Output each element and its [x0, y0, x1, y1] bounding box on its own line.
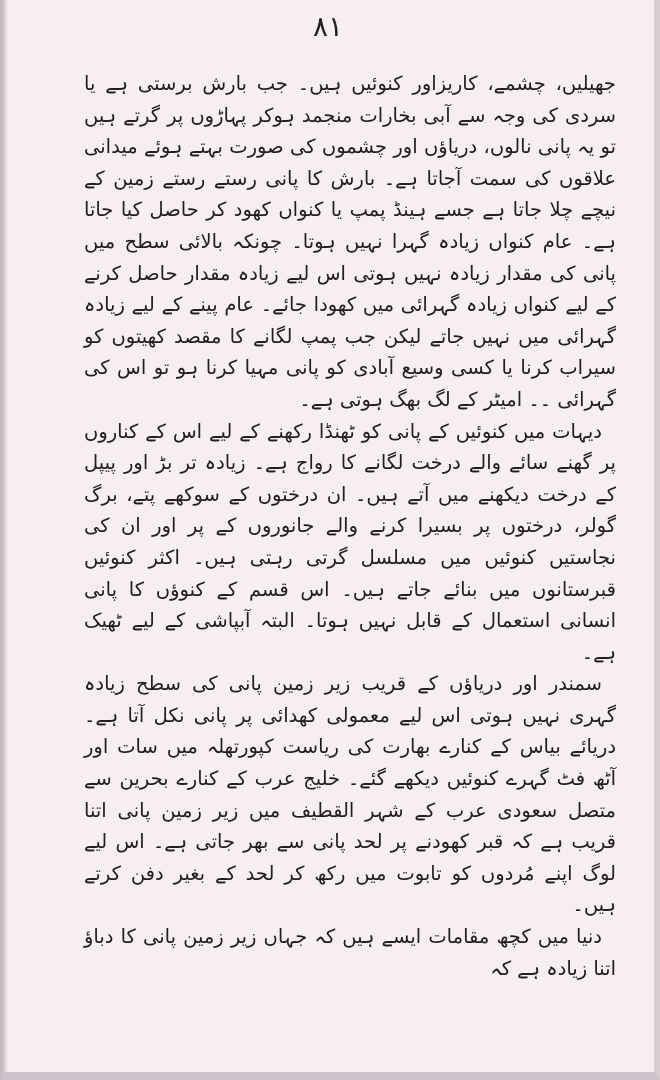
page-body-text	[84, 68, 616, 984]
paragraph-2: دیہات میں کنوئیں کے پانی کو ٹھنڈا رکھنے کے لیے اس کے کناروں پر گھنے سائے والے درخت لگانے کا رواج ہے۔ زیادہ تر بڑ اور پیپل کے درخت دیکھنے میں آتے ہیں۔ ان درختوں کے سوکھے پتے، برگ گولر، درختوں پر بسیرا کرنے والے جانوروں کے پر اور ان کی نجاستیں کنوئیں میں مسلسل گرتی رہتی ہیں۔ اکثر کنوئیں قبرستانوں میں بنائے جاتے ہیں۔ اس قسم کے کنوؤں کا پانی انسانی استعمال کے قابل نہیں ہوتا۔ البتہ آبپاشی کے لیے ٹھیک ہے۔	[84, 419, 616, 664]
paragraph-1: جھیلیں، چشمے، کاریزاور کنوئیں ہیں۔ جب بارش برستی ہے یا سردی کی وجہ سے آبی بخارات منجمد ہوکر پہاڑوں پر گرتے ہیں تو یہ پانی نالوں، دریاؤں اور چشموں کی صورت بہتے ہوئے میدانی علاقوں کی سمت آجاتا ہے۔ بارش کا پانی رستے رستے زمین کے نیچے چلا جاتا ہے جسے ہینڈ پمپ یا کنواں کھود کر حاصل کیا جاتا ہے۔ عام کنواں زیادہ گہرا نہیں ہوتا۔ چونکہ بالائی سطح میں پانی کی مقدار زیادہ نہیں ہوتی اس لیے زیادہ مقدار حاصل کرنے کے لیے کنواں زیادہ گہرائی میں کھودا جائے۔ عام پینے کے لیے زیادہ گہرائی میں نہیں جاتے لیکن جب پمپ لگانے کا مقصد کھیتوں کو سیراب کرنا یا کسی وسیع آبادی کو پانی مہیا کرنا ہو تو اس کی گہرائی ۔۔ امیٹر کے لگ بھگ ہوتی ہے۔	[84, 72, 616, 411]
page-number: ۸۱	[312, 10, 344, 43]
paragraph-4: دنیا میں کچھ مقامات ایسے ہیں کہ جہاں زیر زمین پانی کا دباؤ اتنا زیادہ ہے کہ	[84, 925, 616, 980]
paragraph-3: سمندر اور دریاؤں کے قریب زیر زمین پانی کی سطح زیادہ گہری نہیں ہوتی اس لیے معمولی کھدائی پر پانی نکل آتا ہے۔ دریائے بیاس کے کنارے بھارت کی ریاست کپورتھلہ میں سات اور آٹھ فٹ گہرے کنوئیں دیکھے گئے۔ خلیج عرب کے کنارے بحرین سے متصل سعودی عرب کے شہر القطیف میں زیر زمین پانی اتنا قریب ہے کہ قبر کھودنے پر لحد پانی سے بھر جاتی ہے۔ اس لیے لوگ اپنے مُردوں کو تابوت میں رکھ کر لحد کے بغیر دفن کرتے ہیں۔	[84, 672, 616, 917]
